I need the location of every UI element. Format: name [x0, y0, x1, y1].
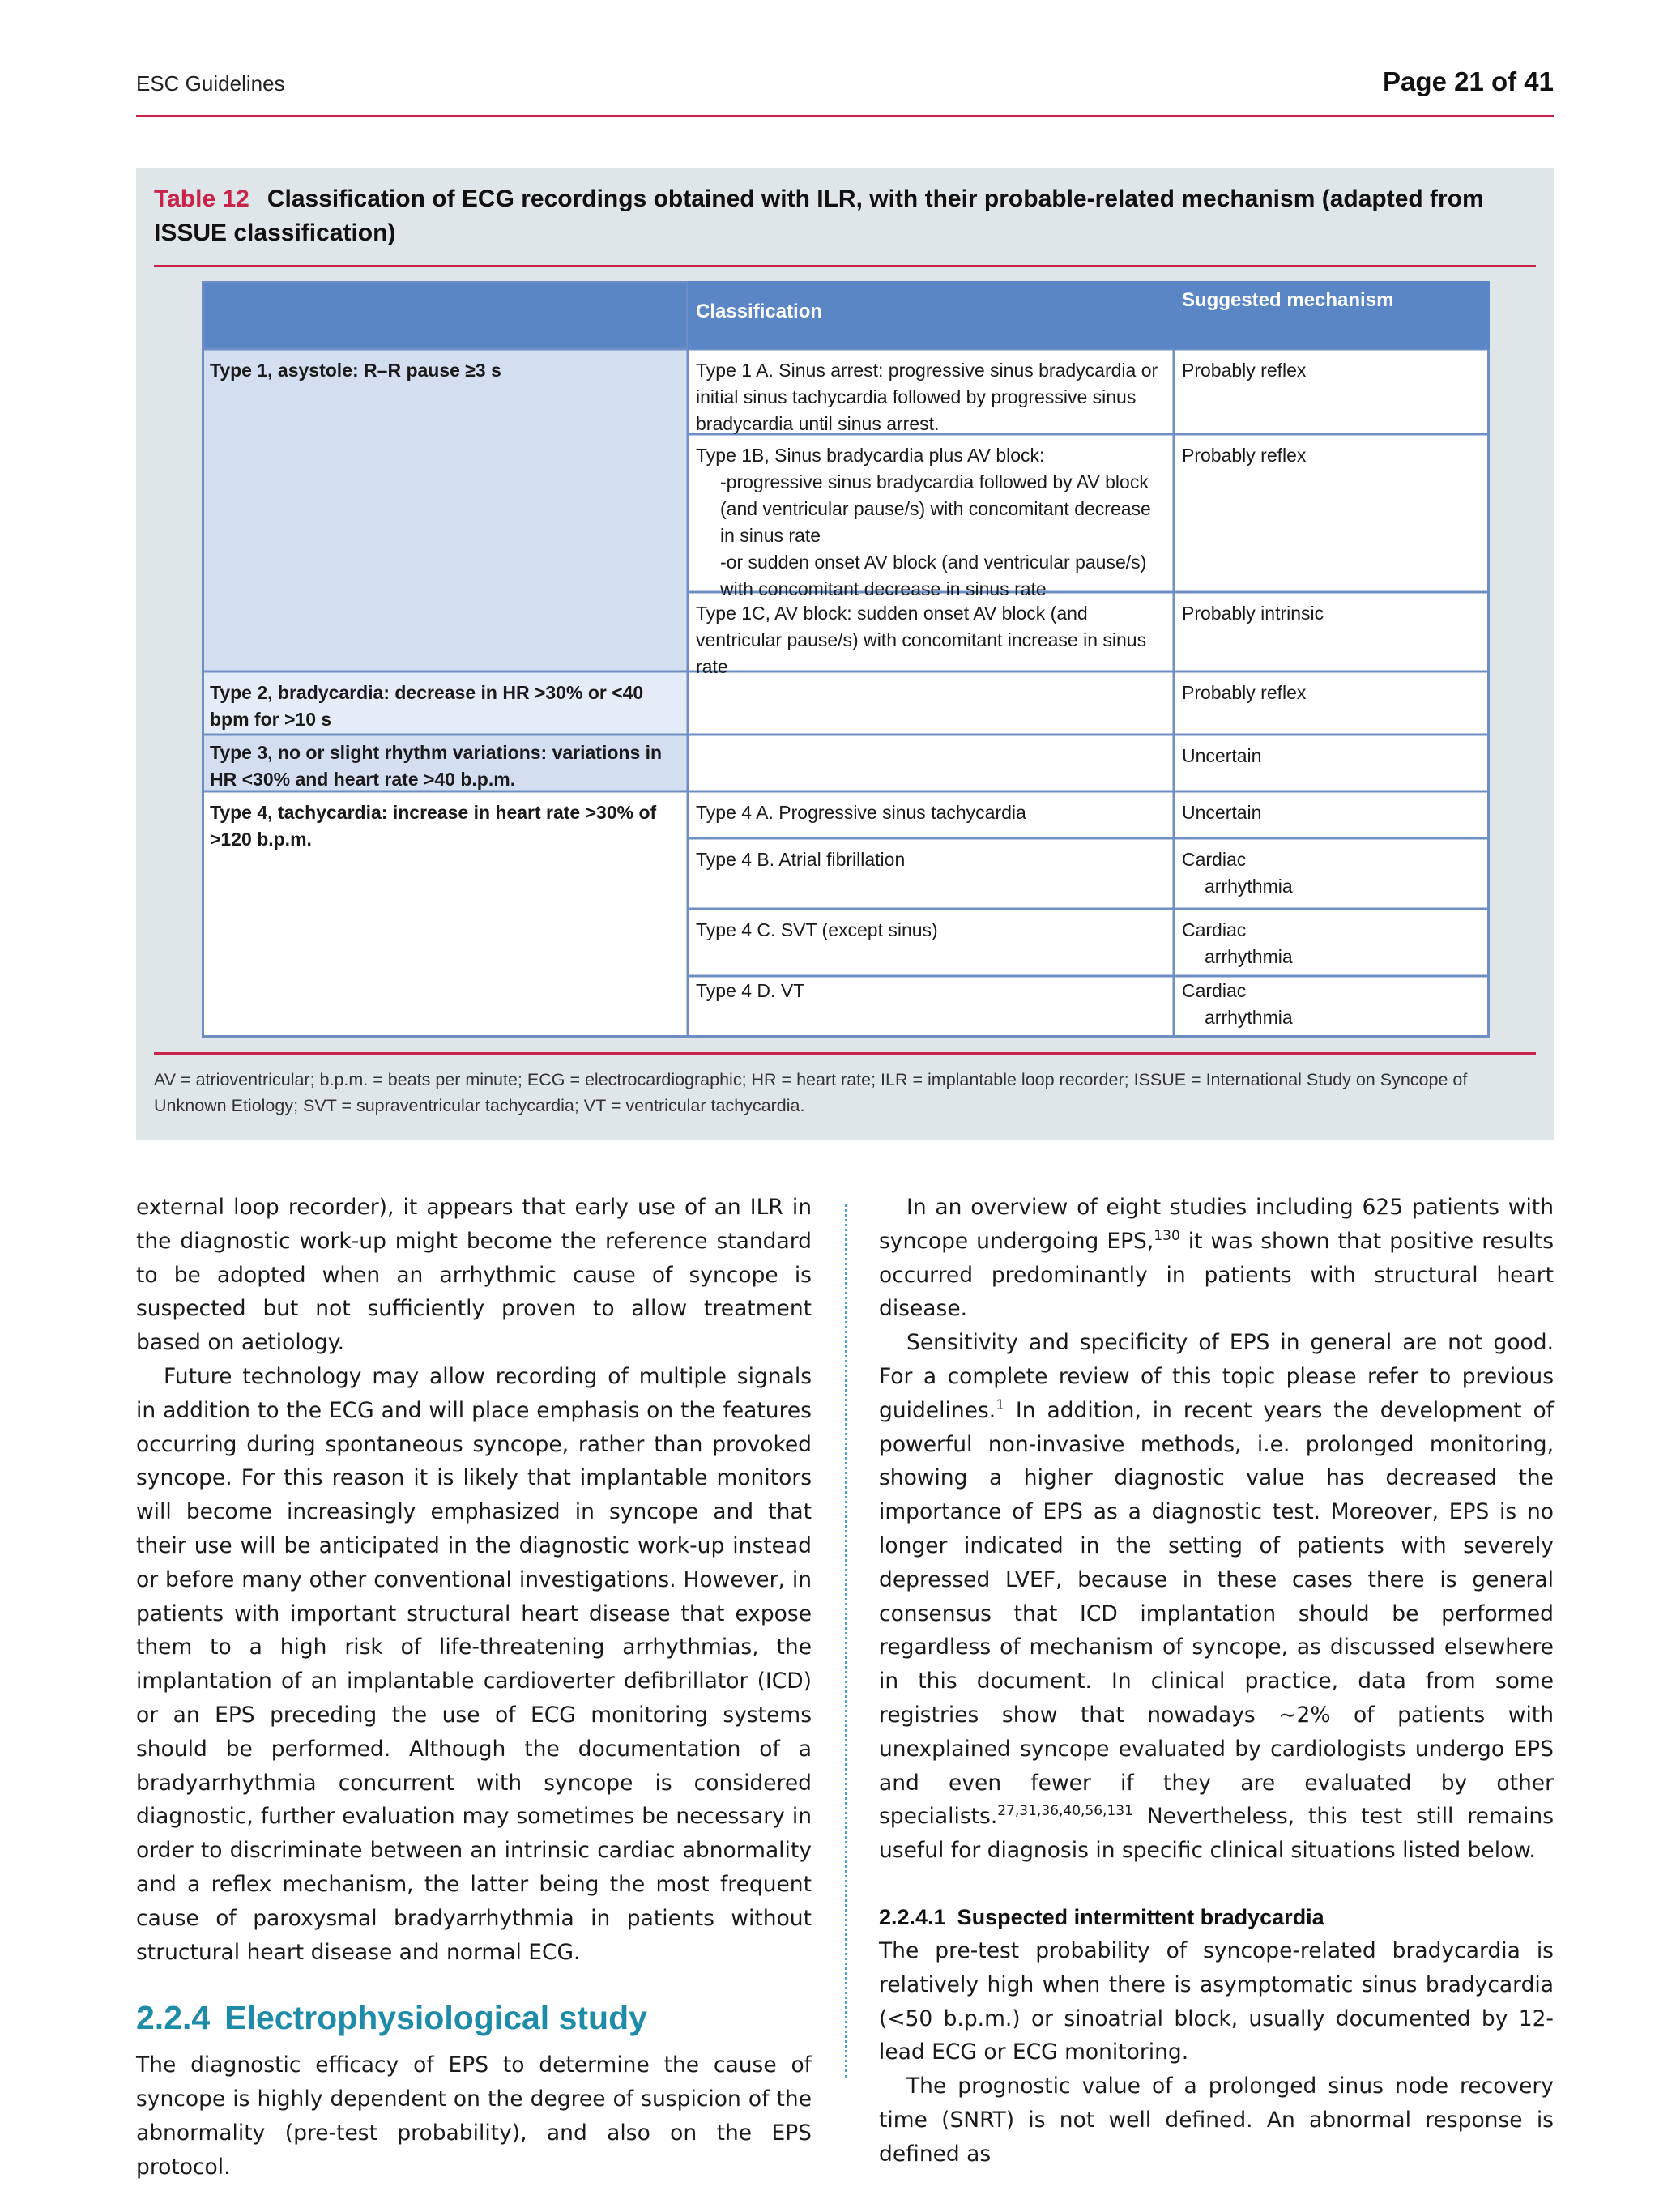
type-1b-intro: Type 1B, Sinus bradycardia plus AV block:	[696, 445, 1045, 466]
mech-type-4a: Uncertain	[1182, 802, 1262, 823]
mech-type-4c-line2: arrhythmia	[1205, 946, 1293, 967]
mech-type-1b: Probably reflex	[1182, 445, 1307, 466]
type-1b-option-b: -or sudden onset AV block (and ventricular pause/s) with concomitant decrease in sinus rate	[720, 552, 1147, 599]
table-bottom-rule	[154, 1052, 1536, 1055]
section-heading	[136, 1998, 812, 2037]
right-p2-text-b: In addition, in recent years the development of powerful non-invasive methods, i.e. prolonged monitoring, showing a higher diagnostic value has decreased the importance of EPS as a diagnostic test. Moreover, EPS is no longer indicated in the setting of patients with severely depressed LVEF, because in these cases there is general consensus that ICD implantation should be performed regardless of mechanism of syncope, as discussed elsewhere in this document. In clinical practice, data from some registries show that nowadays ∼2% of patients with unexplained syncope evaluated by cardiologists undergo EPS and even fewer if they are evaluated by other specialists.	[879, 1397, 1554, 1830]
mech-type-4d	[1174, 970, 1490, 1039]
section-number: 2.2.4	[136, 1999, 211, 2037]
right-column	[879, 1191, 1554, 2172]
table-12	[136, 168, 1554, 1140]
row-type-4a: Type 4 A. Progressive sinus tachycardia	[696, 802, 1026, 823]
page-number: Page 21 of 41	[1383, 66, 1554, 96]
mech-type-2: Probably reflex	[1182, 682, 1307, 703]
mech-type-1a: Probably reflex	[1182, 360, 1307, 381]
left-paragraph-3: The diagnostic efficacy of EPS to determine the cause of syncope is highly dependent on the degree of suspicion of the abnormality (pre-test probability), and also on the EPS protocol.	[136, 2052, 812, 2180]
subsection-title: Suspected intermittent bradycardia	[957, 1904, 1324, 1929]
header-mechanism: Suggested mechanism	[1174, 281, 1490, 349]
table-top-rule	[154, 265, 1536, 267]
right-p2-text-a: Sensitivity and specificity of EPS in general are not good. For a complete review of this topic please refer to previous guidelines.	[879, 1330, 1554, 1423]
classification-table	[202, 281, 1490, 1038]
section-title: Electrophysiological study	[224, 1999, 647, 2037]
table-caption	[154, 182, 1536, 250]
table-caption-text: Classification of ECG recordings obtained with ILR, with their probable-related mechanism (adapted from ISSUE classification)	[154, 185, 1484, 246]
mech-type-4b	[1174, 838, 1490, 908]
row-type-4c: Type 4 C. SVT (except sinus)	[696, 919, 938, 940]
row-type-4d: Type 4 D. VT	[696, 980, 805, 1001]
citation-registries: 27,31,36,40,56,131	[997, 1803, 1133, 1820]
group-type-3: Type 3, no or slight rhythm variations: variations in HR <30% and heart rate >40 b.p.m.	[210, 742, 663, 790]
row-type-1b	[688, 434, 1174, 611]
journal-name: ESC Guidelines	[136, 71, 285, 96]
group-type-1: Type 1, asystole: R–R pause ≥3 s	[210, 360, 501, 381]
table-label: Table 12	[154, 185, 249, 212]
column-divider	[845, 1204, 847, 2078]
mech-type-1c: Probably intrinsic	[1182, 603, 1324, 624]
right-paragraph-3: The pre-test probability of syncope-related bradycardia is relatively high when there is asymptomatic sinus bradycardia (<50 b.p.m.) or sinoatrial block, usually documented by 12-lead ECG or ECG monitoring.	[879, 1937, 1554, 2065]
left-paragraph-1: external loop recorder), it appears that early use of an ILR in the diagnostic work-up might become the reference standard to be adopted when an arrhythmic cause of syncope is suspected but not sufficiently proven to allow treatment based on aetiology.	[136, 1195, 812, 1356]
subsection-heading	[879, 1900, 1554, 1934]
right-paragraph-2	[879, 1326, 1554, 1868]
right-paragraph-1	[879, 1191, 1554, 1326]
citation-130: 130	[1154, 1227, 1180, 1244]
left-paragraph-2: Future technology may allow recording of multiple signals in addition to the ECG and will place emphasis on the features occurring during spontaneous syncope, rather than provoked syncope. For this reason it is likely that implantable monitors will become increasingly emphasized in syncope and that their use will be anticipated in the diagnostic work-up instead or before many other conventional investigations. However, in patients with important structural heart disease that expose them to a high risk of life-threatening arrhythmias, the implantation of an implantable cardioverter defibrillator (ICD) or an EPS preceding the use of ECG monitoring systems should be performed. Although the documentation of a bradyarrhythmia concurrent with syncope is considered diagnostic, further evaluation may sometimes be necessary in order to discriminate between an intrinsic cardiac abnormality and a reflex mechanism, the latter being the most frequent cause of paroxysmal bradyarrhythmia in patients without structural heart disease and normal ECG.	[136, 1363, 812, 1965]
mech-type-4d-line2: arrhythmia	[1205, 1007, 1293, 1028]
row-type-4b: Type 4 B. Atrial fibrillation	[696, 849, 906, 870]
table-footnote: AV = atrioventricular; b.p.m. = beats per minute; ECG = electrocardiographic; HR = heart rate; ILR = implantable loop recorder; ISSUE = International Study on Syncope of Unknown Etiology; SVT = supraventricular tachycardia; VT = ventricular tachycardia.	[154, 1070, 1468, 1115]
mech-type-3: Uncertain	[1182, 745, 1262, 766]
mech-type-4b-line2: arrhythmia	[1205, 876, 1293, 897]
left-column	[136, 1191, 812, 2184]
group-type-2: Type 2, bradycardia: decrease in HR >30% or <40 bpm for >10 s	[210, 682, 644, 730]
mech-type-4d-line1: Cardiac	[1182, 980, 1247, 1001]
page-header	[136, 66, 1554, 117]
mech-type-4c-line1: Cardiac	[1182, 919, 1247, 940]
row-type-1c: Type 1C, AV block: sudden onset AV block (and ventricular pause/s) with concomitant increase in sinus rate	[696, 603, 1147, 677]
mech-type-4b-line1: Cardiac	[1182, 849, 1247, 870]
group-type-4: Type 4, tachycardia: increase in heart rate >30% of >120 b.p.m.	[210, 802, 657, 850]
right-paragraph-4: The prognostic value of a prolonged sinus node recovery time (SNRT) is not well defined. An abnormal response is defined as	[879, 2073, 1554, 2167]
type-1b-option-a: -progressive sinus bradycardia followed by AV block (and ventricular pause/s) with concomitant decrease in sinus rate	[720, 471, 1151, 546]
row-type-1a: Type 1 A. Sinus arrest: progressive sinus bradycardia or initial sinus tachycardia followed by progressive sinus bradycardia until sinus arrest.	[696, 360, 1158, 434]
subsection-number: 2.2.4.1	[879, 1904, 946, 1929]
citation-1: 1	[996, 1396, 1004, 1413]
right-p1-text-a: In an overview of eight studies including 625 patients with syncope undergoing EPS,	[879, 1195, 1554, 1254]
right-p1-text-b: it was shown that positive results occurred predominantly in patients with structural heart disease.	[879, 1228, 1554, 1322]
mech-type-4c	[1174, 909, 1490, 978]
right-p2-text-c: Nevertheless, this test still remains useful for diagnosis in specific clinical situations listed below.	[879, 1804, 1554, 1864]
header-classification: Classification	[688, 281, 1174, 349]
